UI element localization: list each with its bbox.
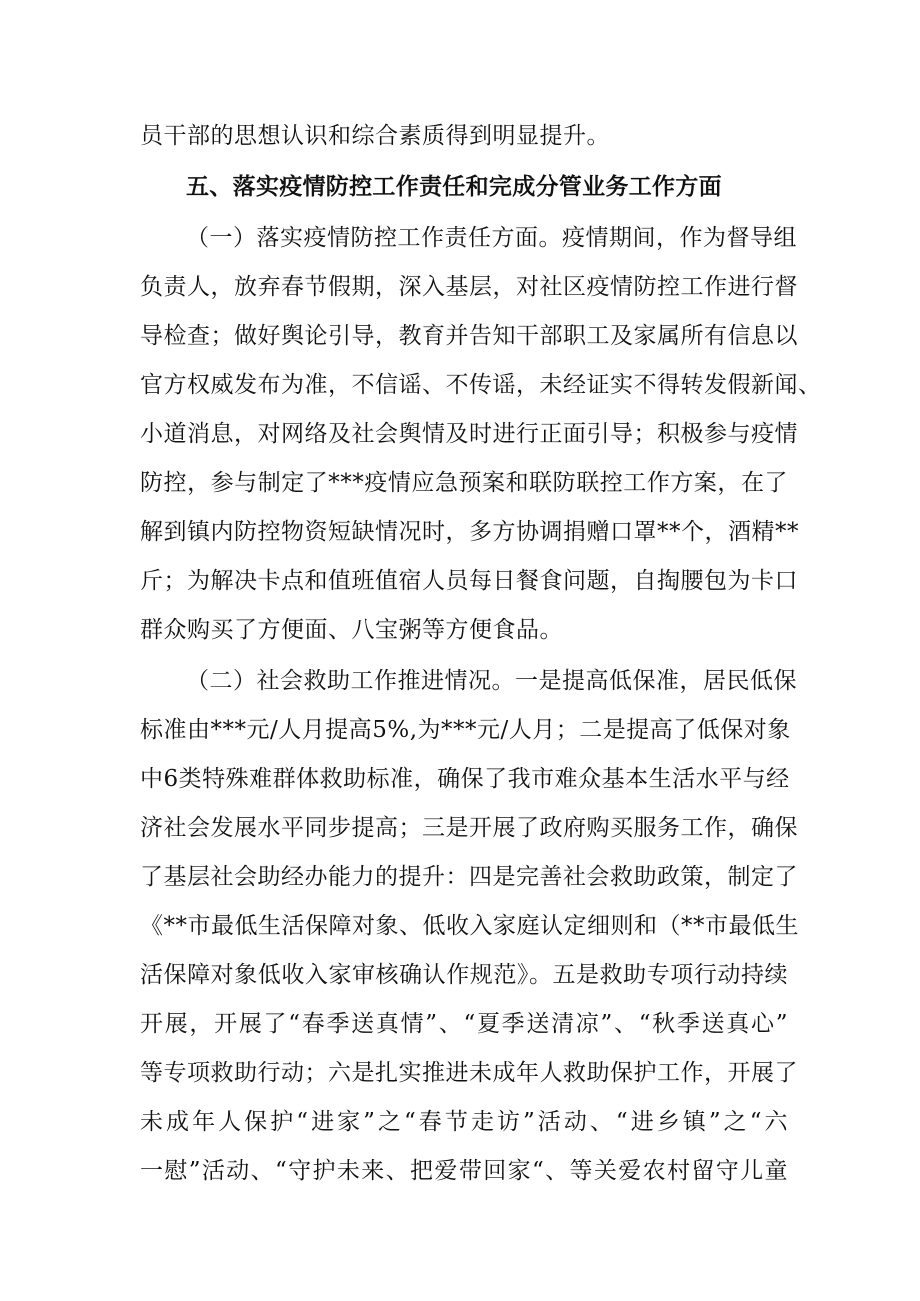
paragraph-continuation-line: 员干部的思想认识和综合素质得到明显提升。: [140, 123, 610, 149]
paragraph-line: 防控，参与制定了***疫情应急预案和联防联控工作方案，在了: [140, 470, 788, 496]
paragraph-line: 斤；为解决卡点和值班值宿人员每日餐食问题，自掏腰包为卡口: [140, 568, 798, 594]
paragraph-line: 标准由***元/人月提高5%,为***元/人月；二是提高了低保对象: [140, 717, 791, 743]
paragraph-line: 《**市最低生活保障对象、低收入家庭认定细则和（**市最低生: [140, 913, 799, 939]
paragraph-line: 群众购买了方便面、八宝粥等方便食品。: [140, 617, 563, 643]
paragraph-line: 小道消息，对网络及社会舆情及时进行正面引导；积极参与疫情: [140, 421, 798, 447]
paragraph-line: 开展，开展了“春季送真情”、“夏季送清凉”、“秋季送真心”: [140, 1011, 788, 1037]
paragraph-line: 济社会发展水平同步提高；三是开展了政府购买服务工作，确保: [140, 815, 798, 841]
paragraph-line: 活保障对象低收入家审核确认作规范》。五是救助专项行动持续: [140, 962, 788, 988]
paragraph-line: （一）落实疫情防控工作责任方面。疫情期间，作为督导组: [186, 225, 797, 251]
paragraph-line: 负责人，放弃春节假期，深入基层，对社区疫情防控工作进行督: [140, 274, 798, 300]
paragraph-line: 了基层社会助经办能力的提升：四是完善社会救助政策，制定了: [140, 864, 798, 890]
paragraph-line: 未成年人保护“进家”之“春节走访”活动、“进乡镇”之“六: [140, 1109, 788, 1135]
paragraph-line: 解到镇内防控物资短缺情况时，多方协调捐赠口罩**个，酒精**: [140, 519, 799, 545]
paragraph-line: 等专项救助行动；六是扎实推进未成年人救助保护工作，开展了: [140, 1060, 798, 1086]
paragraph-line: 导检查；做好舆论引导，教育并告知干部职工及家属所有信息以: [140, 323, 798, 349]
section-heading: 五、落实疫情防控工作责任和完成分管业务工作方面: [186, 174, 722, 200]
paragraph-line: 官方权威发布为准，不信谣、不传谣，未经证实不得转发假新闻、: [140, 372, 822, 398]
paragraph-line: （二）社会救助工作推进情况。一是提高低保准，居民低保: [186, 668, 797, 694]
paragraph-line: 中6类特殊难群体救助标准，确保了我市难众基本生活水平与经: [140, 766, 790, 792]
paragraph-line: 一慰”活动、“守护未来、把爱带回家“、等关爱农村留守儿童: [140, 1158, 788, 1184]
